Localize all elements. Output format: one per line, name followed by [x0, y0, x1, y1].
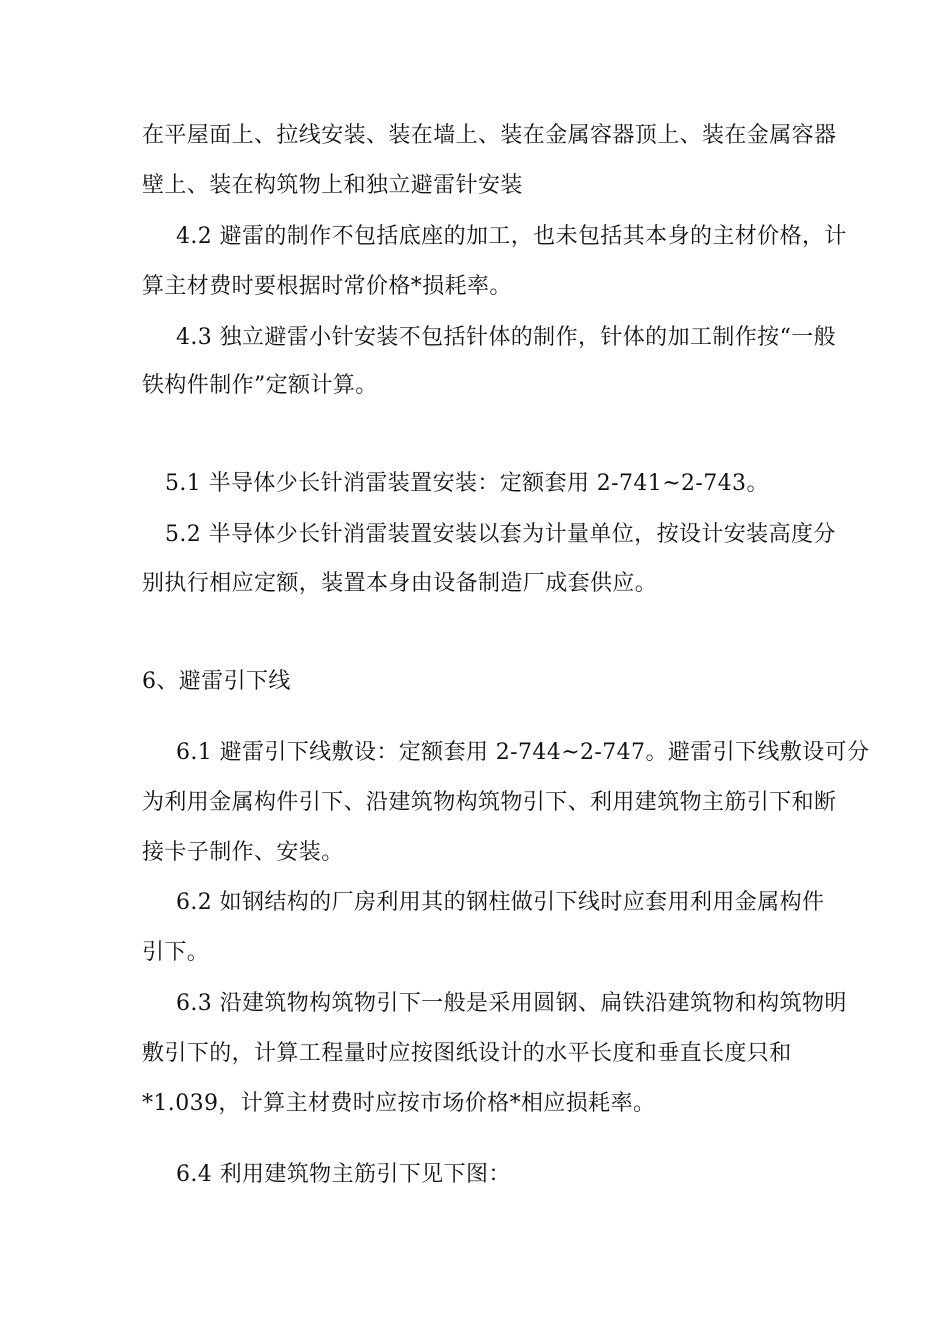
text-line-13: 接卡子制作、安装。 — [142, 840, 344, 865]
text-line-16: 6.3 沿建筑物构筑物引下一般是采用圆钢、扁铁沿建筑物和构筑物明 — [176, 991, 847, 1016]
text-line-6: 铁构件制作”定额计算。 — [142, 373, 378, 398]
text-line-4: 算主材费时要根据时常价格*损耗率。 — [142, 274, 512, 299]
text-line-5: 4.3 独立避雷小针安装不包括针体的制作，针体的加工制作按“一般 — [176, 325, 837, 350]
text-line-14: 6.2 如钢结构的厂房利用其的钢柱做引下线时应套用利用金属构件 — [176, 890, 825, 915]
text-line-1: 在平屋面上、拉线安装、装在墙上、装在金属容器顶上、装在金属容器 — [142, 123, 837, 148]
text-line-11: 6.1 避雷引下线敷设：定额套用 2-744~2-747。避雷引下线敷设可分 — [176, 740, 870, 765]
text-line-18: *1.039，计算主材费时应按市场价格*相应损耗率。 — [142, 1091, 656, 1116]
text-line-12: 为利用金属构件引下、沿建筑物构筑物引下、利用建筑物主筋引下和断 — [142, 790, 837, 815]
text-line-7: 5.1 半导体少长针消雷装置安装：定额套用 2-741~2-743。 — [165, 471, 769, 496]
text-line-15: 引下。 — [142, 940, 210, 965]
text-line-3: 4.2 避雷的制作不包括底座的加工，也未包括其本身的主材价格，计 — [176, 224, 847, 249]
text-line-2: 壁上、装在构筑物上和独立避雷针安装 — [142, 173, 523, 198]
text-line-8: 5.2 半导体少长针消雷装置安装以套为计量单位，按设计安装高度分 — [165, 522, 836, 547]
text-line-17: 敷引下的，计算工程量时应按图纸设计的水平长度和垂直长度只和 — [142, 1041, 792, 1066]
section-heading: 6、避雷引下线 — [142, 669, 291, 694]
text-line-19: 6.4 利用建筑物主筋引下见下图： — [176, 1162, 511, 1187]
text-line-9: 别执行相应定额，装置本身由设备制造厂成套供应。 — [142, 571, 658, 596]
